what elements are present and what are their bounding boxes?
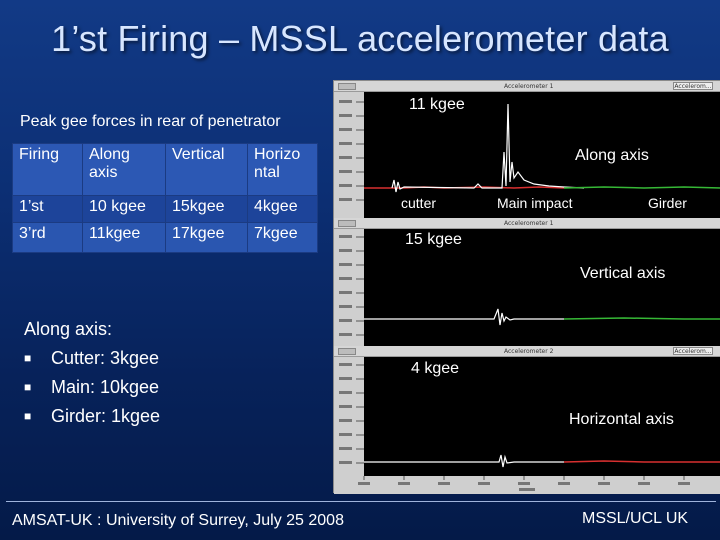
- time-axis-ticks: [334, 476, 720, 494]
- square-bullet-icon: ■: [24, 351, 32, 365]
- table-row: [13, 196, 318, 223]
- table-cell: 4kgee: [248, 196, 318, 223]
- list-item: [24, 402, 160, 431]
- table-cell: 17kgee: [166, 223, 248, 253]
- panel-titlebar: [334, 346, 720, 357]
- peak-gee-table: [12, 143, 318, 253]
- panel-button[interactable]: [338, 83, 356, 90]
- table-header-cell: Along axis: [83, 144, 166, 196]
- footer-divider: [6, 501, 716, 502]
- channel-selector[interactable]: Accelerom...: [674, 348, 712, 355]
- table-cell: 3’rd: [13, 223, 83, 253]
- axis-label-along: Along axis: [575, 147, 649, 164]
- y-axis-strip: [334, 357, 364, 476]
- y-axis-strip: [334, 92, 364, 218]
- panel-titlebar: [334, 81, 720, 92]
- table-cell: 7kgee: [248, 223, 318, 253]
- footer-left: AMSAT-UK : University of Surrey, July 25 2008: [12, 512, 344, 529]
- square-bullet-icon: ■: [24, 409, 32, 423]
- y-axis-ticks: [334, 92, 364, 218]
- axis-label-vertical: Vertical axis: [580, 265, 666, 282]
- list-item-text: Girder: 1kgee: [51, 406, 161, 426]
- table-cell: 1’st: [13, 196, 83, 223]
- table-cell: 10 kgee: [83, 196, 166, 223]
- y-axis-ticks: [334, 357, 364, 476]
- list-item: [24, 373, 160, 402]
- peak-label-vertical: 15 kgee: [405, 231, 462, 248]
- along-axis-list: [24, 315, 160, 431]
- panel-button[interactable]: [338, 348, 356, 355]
- table-header-row: [13, 144, 318, 196]
- channel-selector[interactable]: Accelerom...: [674, 83, 712, 90]
- list-item: [24, 344, 160, 373]
- table-cell: 15kgee: [166, 196, 248, 223]
- square-bullet-icon: ■: [24, 380, 32, 394]
- panel-titlebar: [334, 218, 720, 229]
- event-label-main-impact: Main impact: [497, 195, 573, 211]
- time-axis: [334, 476, 720, 494]
- table-header-cell: Horizo ntal: [248, 144, 318, 196]
- list-item-text: Main: 10kgee: [51, 377, 160, 397]
- event-label-cutter: cutter: [401, 195, 437, 211]
- table-row: [13, 223, 318, 253]
- panel-button[interactable]: [338, 220, 356, 227]
- table-header-cell: Vertical: [166, 144, 248, 196]
- table-header-cell: Firing: [13, 144, 83, 196]
- y-axis-strip: [334, 229, 364, 346]
- along-axis-heading: Along axis:: [24, 319, 113, 339]
- y-axis-ticks: [334, 229, 364, 346]
- panel-window-title: Accelerometer 1: [504, 83, 554, 90]
- table-cell: 11kgee: [83, 223, 166, 253]
- panel-window-title: Accelerometer 1: [504, 220, 554, 227]
- event-label-girder: Girder: [648, 195, 687, 211]
- slide-title: 1’st Firing – MSSL accelerometer data: [51, 18, 669, 59]
- peak-label-horizontal: 4 kgee: [411, 360, 460, 377]
- footer-right: MSSL/UCL UK: [582, 510, 689, 527]
- peak-label-along: 11 kgee: [409, 96, 465, 113]
- list-item-text: Cutter: 3kgee: [51, 348, 160, 368]
- accelerometer-screenshot: [333, 80, 720, 493]
- panel-window-title: Accelerometer 2: [504, 348, 554, 355]
- axis-label-horizontal: Horizontal axis: [569, 411, 674, 428]
- slide-subtitle: Peak gee forces in rear of penetrator: [20, 113, 281, 130]
